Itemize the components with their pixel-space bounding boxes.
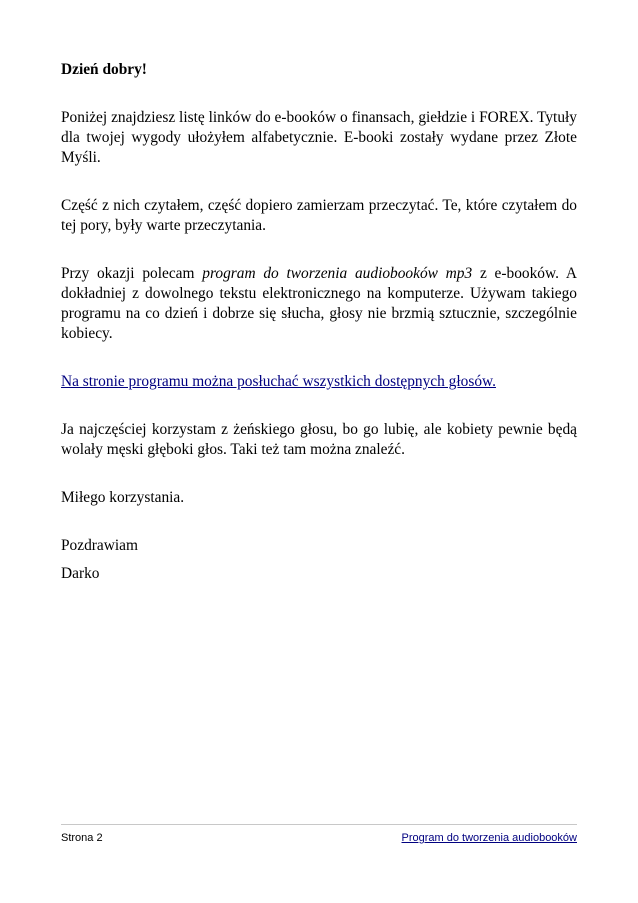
page-footer	[61, 824, 577, 845]
paragraph-reading: Część z nich czytałem, część dopiero zamierzam przeczytać. Te, które czytałem do tej pory, były warte przeczytania.	[61, 197, 577, 234]
closing-line: Pozdrawiam	[61, 537, 138, 554]
paragraph-audiobook-text-end: z e-booków. A dokładniej z dowolnego tekstu elektronicznego na komputerze. Używam takiego programu na co dzień i dobrze się słucha, głosy nie brzmią sztucznie, szczególnie kobiecy.	[61, 265, 577, 342]
paragraph-enjoy: Miłego korzystania.	[61, 489, 185, 506]
signature: Darko	[61, 565, 100, 582]
footer-program-link[interactable]: Program do tworzenia audiobooków	[401, 832, 577, 844]
letter-body	[61, 60, 577, 584]
paragraph-audiobook-text-start: Przy okazji polecam	[61, 265, 203, 282]
voices-link[interactable]: Na stronie programu można posłuchać wszystkich dostępnych głosów.	[61, 373, 496, 390]
paragraph-ebooks-intro: Poniżej znajdziesz listę linków do e-booków o finansach, giełdzie i FOREX. Tytuły dla twojej wygody ułożyłem alfabetycznie. E-booki zostały wydane przez Złote Myśli.	[61, 109, 577, 166]
paragraph-voices-link	[61, 372, 577, 392]
paragraph-audiobook-program	[61, 264, 577, 344]
paragraph-voice-preference: Ja najczęściej korzystam z żeńskiego głosu, bo go lubię, ale kobiety pewnie będą wolały męski głęboki głos. Taki też tam można znaleźć.	[61, 421, 577, 458]
greeting-heading: Dzień dobry!	[61, 61, 147, 78]
page-number: Strona 2	[61, 832, 103, 844]
audiobook-program-emphasis: program do tworzenia audiobooków mp3	[202, 265, 473, 282]
